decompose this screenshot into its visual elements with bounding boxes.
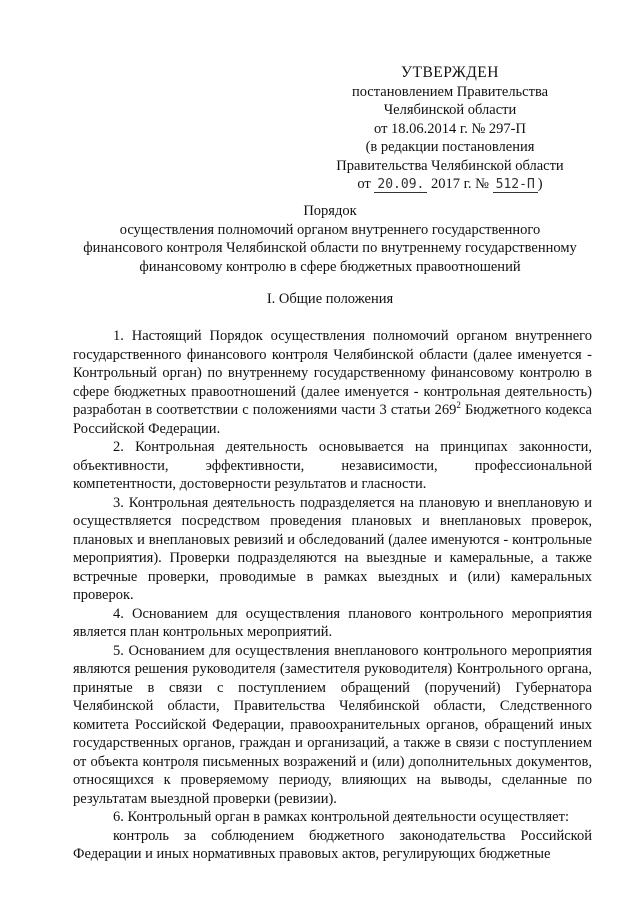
paragraph-1 [73, 327, 592, 438]
title-line: финансовому контролю в сфере бюджетных правоотношений [139, 258, 521, 275]
title-line: осуществления полномочий органом внутреннего государственного [119, 221, 541, 238]
approval-block [300, 64, 600, 195]
paragraph-5: 5. Основанием для осуществления внепланового контрольного мероприятия являются решения руководителя (заместителя руководителя) Контрольного органа, принятые в связи с поступлением обращений (поручений) Губернатора Челябинской области, Правительства Челябинской области, Следственного комитета Российской Федерации, правоохранительных органов, обращений иных государственных органов, граждан и организаций, а также в связи с поступлением от объекта контроля письменных возражений и (или) дополнительных документов, относящихся к проверяемому периоду, влияющих на выводы, сделанные по результатам выездной проверки (ревизии). [73, 642, 592, 807]
paragraph-2: 2. Контрольная деятельность основывается на принципах законности, объективности, эффективности, независимости, профессиональной компетентности, достоверности результатов и гласности. [73, 439, 592, 492]
approval-line: постановлением Правительства [351, 83, 549, 100]
paragraph-3: 3. Контрольная деятельность подразделяется на плановую и внеплановую и осуществляется посредством проведения плановых и внеплановых проверок, плановых и внеплановых ревизий и обследований (далее именуются - контрольные мероприятия). Проверки подразделяются на выездные и камеральные, а также встречные проверки, проводимые в рамках выездных и (или) камеральных проверок. [73, 494, 592, 603]
approval-line: (в редакции постановления [365, 139, 535, 155]
approval-line: Челябинской области [383, 102, 517, 118]
paragraph-1-text: 1. Настоящий Порядок осуществления полномочий органом внутреннего государственного финансового контроля Челябинской области (далее именуется - Контрольный орган) по внутреннему государственному финансовому контролю в сфере бюджетных правоотношений (далее именуется - контрольная деятельность) разработан в соответствии с положениями части 3 статьи 269 [73, 328, 592, 418]
paragraph-1-end: Бюджетного кодекса Российской Федерации. [73, 402, 592, 437]
title-line: финансового контроля Челябинской области по внутреннему государственному [83, 240, 577, 256]
paragraph-4: 4. Основанием для осуществления планового контрольного мероприятия является план контрольных мероприятий. [73, 605, 592, 640]
paragraph-6: 6. Контрольный орган в рамках контрольной деятельности осуществляет: [113, 809, 569, 825]
filled-number: 512-П [493, 177, 538, 193]
superscript: 2 [456, 400, 461, 411]
approval-heading: УТВЕРЖДЕН [401, 64, 499, 81]
approval-line: Правительства Челябинской области [336, 157, 564, 174]
approval-edition-line [300, 175, 600, 195]
document-title [70, 202, 590, 276]
title-word: Порядок [303, 203, 357, 219]
document-body [73, 327, 592, 864]
close-paren: ) [537, 176, 543, 192]
approval-from: от [357, 176, 371, 192]
approval-year: 2017 г. № [430, 176, 490, 192]
section-heading: I. Общие положения [266, 291, 394, 307]
approval-line: от 18.06.2014 г. № 297-П [374, 120, 526, 137]
paragraph-7: контроль за соблюдением бюджетного законодательства Российской Федерации и иных нормативных правовых актов, регулирующих бюджетные [73, 827, 592, 862]
filled-date: 20.09. [374, 177, 427, 193]
